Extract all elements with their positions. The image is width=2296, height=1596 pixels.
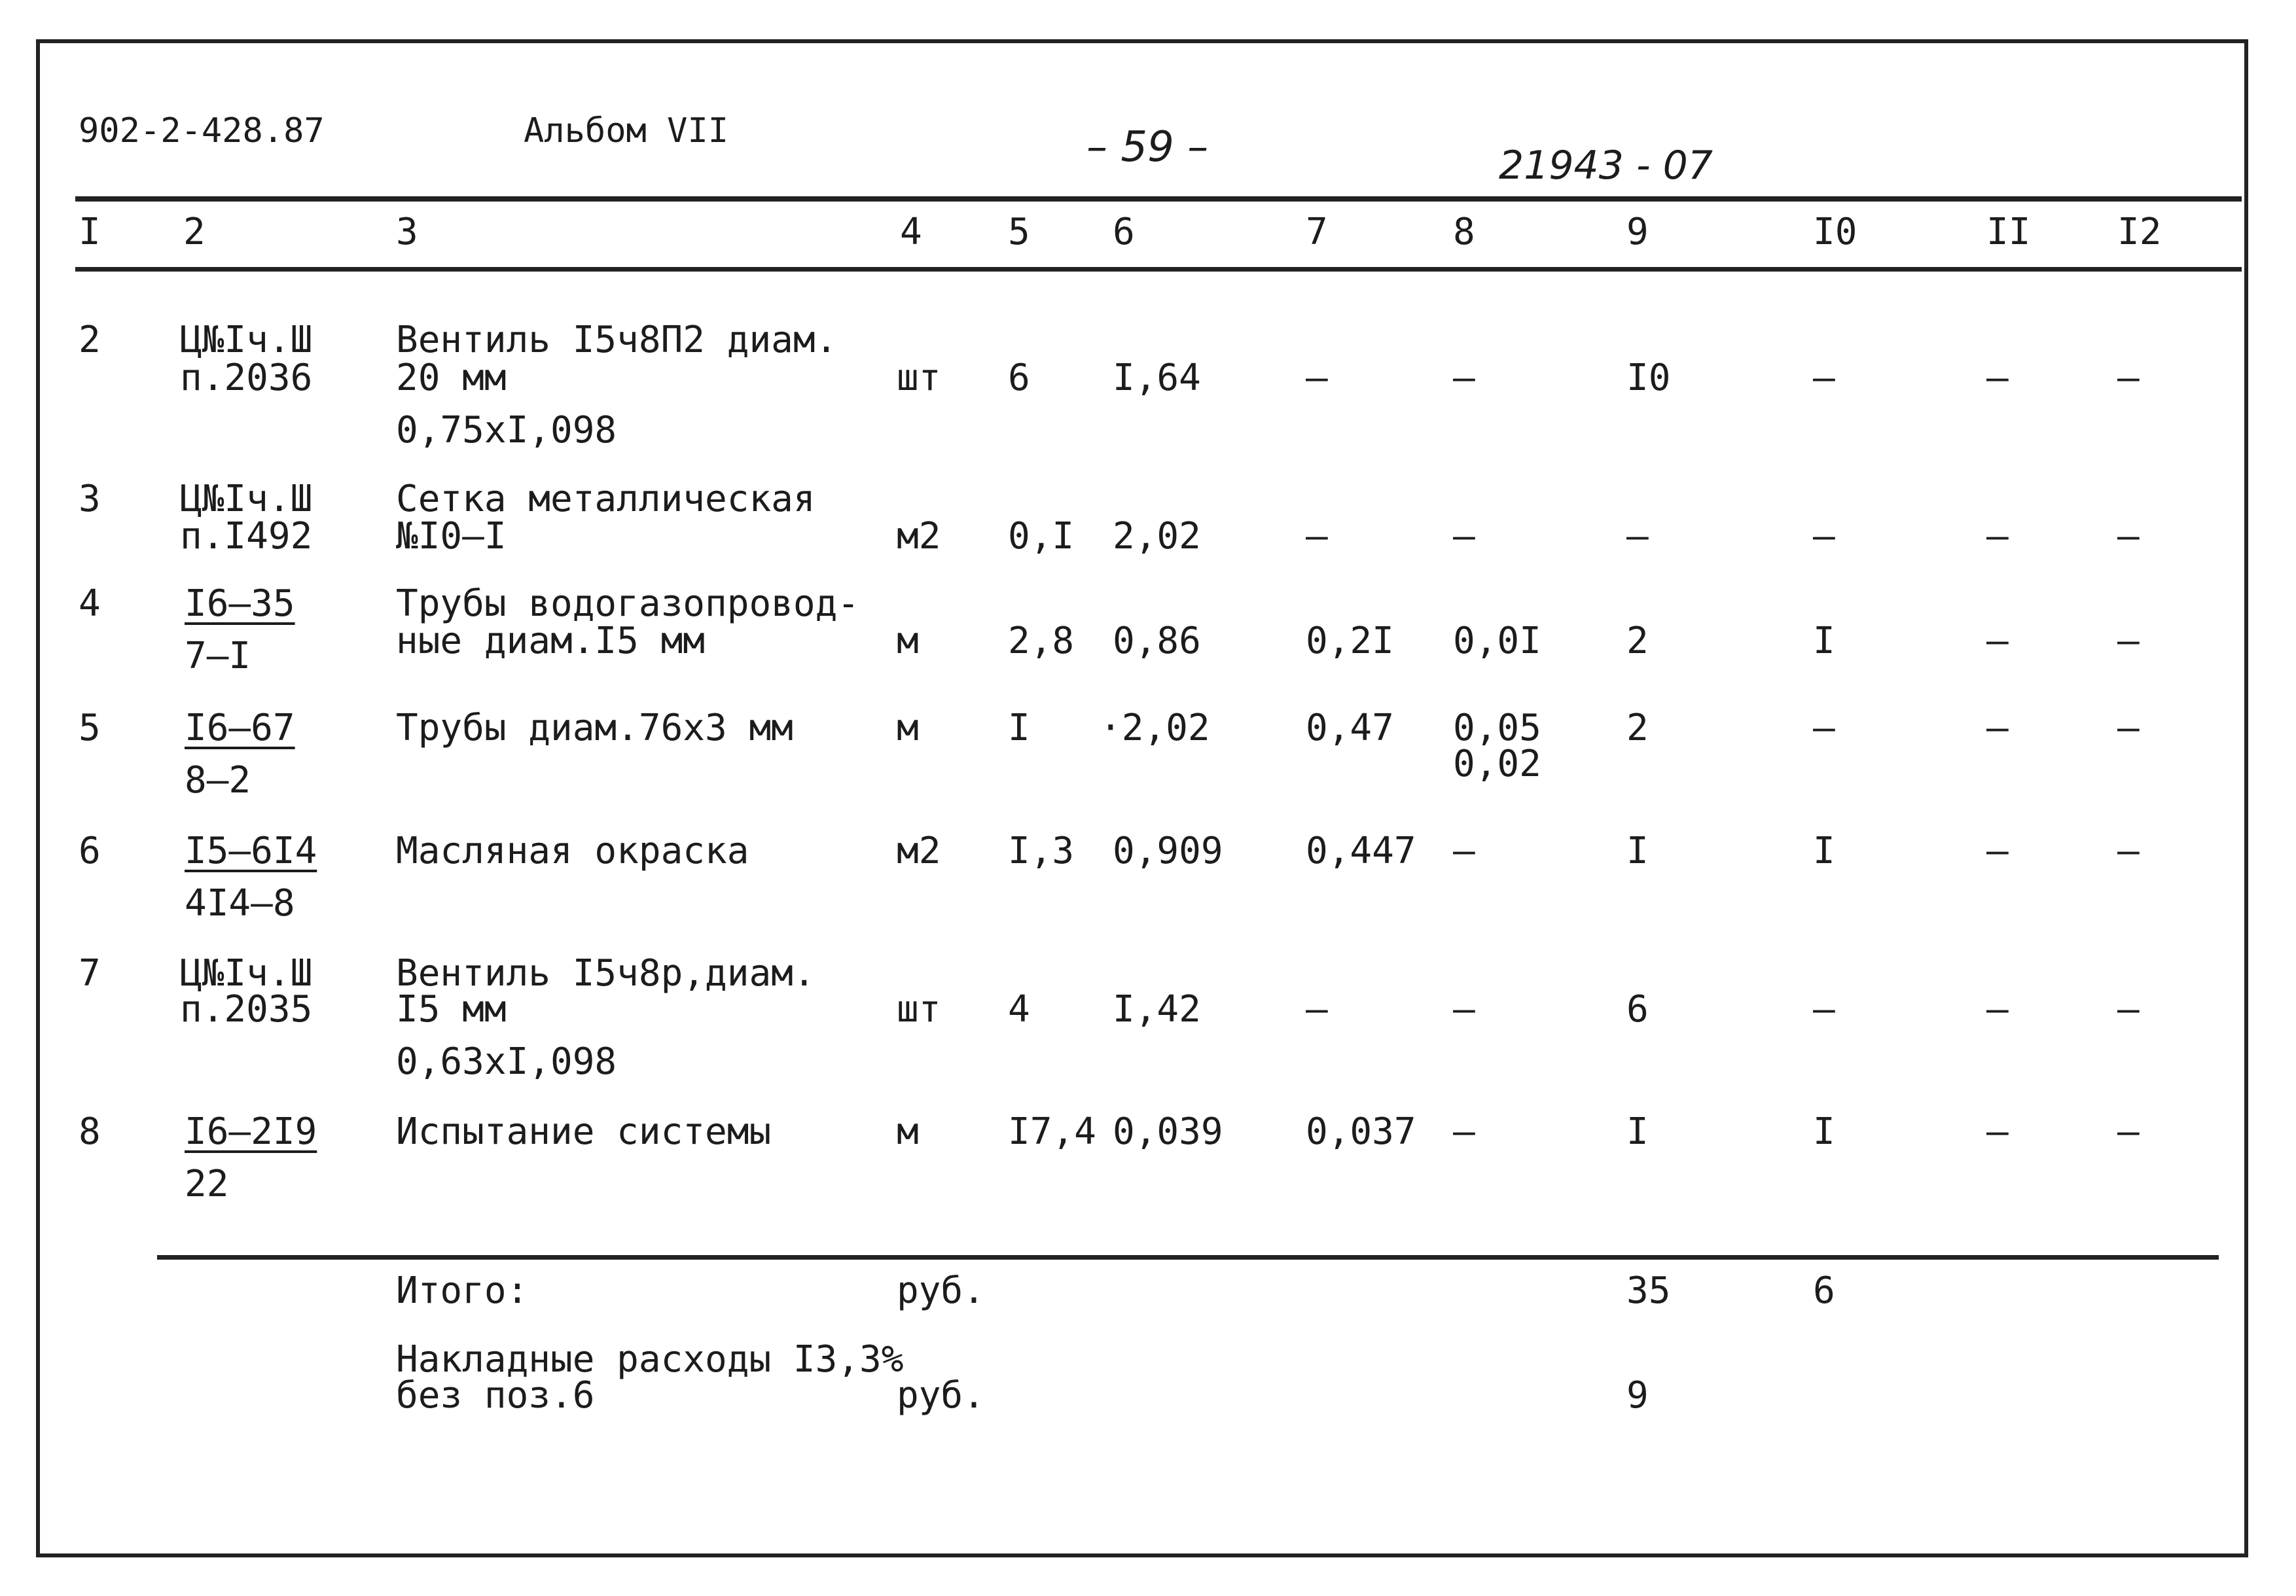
row-c6: ·2,02 [1100,707,1210,749]
row-unit: м2 [897,515,941,558]
row-unit: шт [897,357,941,399]
row-c6: 2,02 [1113,515,1201,558]
totals-c10: 6 [1813,1269,1835,1312]
row-code: Ц№Iч.Ш [180,952,313,995]
row-number: 2 [79,319,101,361]
row-c12: – [2117,515,2140,558]
row-c6: I,42 [1113,988,1201,1031]
row-c5: 2,8 [1008,620,1075,662]
row-c5: 0,I [1008,515,1075,558]
row-c7: – [1306,988,1328,1031]
overhead-c9: 9 [1626,1374,1649,1417]
row-c9: I [1626,1110,1649,1153]
row-number: 3 [79,478,101,520]
row-name: Трубы водогазопровод- [396,582,860,625]
totals-unit: руб. [897,1269,985,1312]
row-c8: 0,0I [1453,620,1541,662]
row-c10: – [1813,988,1835,1031]
row-code: I6–67 [185,707,295,749]
col-header-8: 8 [1453,211,1475,253]
row-c5: I [1008,707,1030,749]
totals-rule [157,1255,2219,1260]
row-number: 5 [79,707,101,749]
row-code-sub: п.I492 [180,515,313,558]
row-c9: 2 [1626,620,1649,662]
row-c9: I0 [1626,357,1671,399]
overhead-label: Накладные расходы I3,3% [396,1338,904,1381]
header-bottom-rule [75,267,2242,272]
row-name-2: ные диам.I5 мм [396,620,706,662]
header-top-rule [75,196,2242,202]
col-header-12: I2 [2117,211,2162,253]
row-c5: 6 [1008,357,1030,399]
col-header-9: 9 [1626,211,1649,253]
col-header-6: 6 [1113,211,1135,253]
row-c9: 2 [1626,707,1649,749]
row-unit: м [897,620,919,662]
row-c11: – [1986,830,2009,872]
row-number: 7 [79,952,101,995]
row-c8: – [1453,357,1475,399]
row-code-sub: 7–I [185,635,251,677]
doc-number: 21943 - 07 [1499,143,1713,188]
row-name-2: 20 мм [396,357,507,399]
row-c6: I,64 [1113,357,1201,399]
row-c7: – [1306,515,1328,558]
row-c8: – [1453,515,1475,558]
row-c10: I [1813,830,1835,872]
row-c11: – [1986,707,2009,749]
row-code-sub: 22 [185,1163,229,1205]
row-c12: – [2117,357,2140,399]
row-c12: – [2117,707,2140,749]
row-name-2: №I0–I [396,515,507,558]
row-unit: м [897,1110,919,1153]
row-c8: 0,05 [1453,707,1541,749]
totals-label: Итого: [396,1269,529,1312]
album-label: Альбом VII [524,111,729,151]
col-header-1: I [79,211,101,253]
row-c12: – [2117,1110,2140,1153]
row-c7: 0,037 [1306,1110,1416,1153]
row-name-2: I5 мм [396,988,507,1031]
doc-code: 902-2-428.87 [79,111,325,151]
row-c5: 4 [1008,988,1030,1031]
row-c7: 0,47 [1306,707,1394,749]
col-header-4: 4 [900,211,922,253]
row-name: Трубы диам.76х3 мм [396,707,793,749]
row-c12: – [2117,620,2140,662]
col-header-3: 3 [396,211,418,253]
row-c9: 6 [1626,988,1649,1031]
row-c9: I [1626,830,1649,872]
row-number: 6 [79,830,101,872]
row-c11: – [1986,357,2009,399]
row-unit: шт [897,988,941,1031]
row-c10: I [1813,1110,1835,1153]
col-header-11: II [1986,211,2031,253]
overhead-unit: руб. [897,1374,985,1417]
row-c12: – [2117,988,2140,1031]
row-c11: – [1986,515,2009,558]
col-header-10: I0 [1813,211,1857,253]
row-c7: 0,447 [1306,830,1416,872]
row-code-sub: 8–2 [185,759,251,802]
row-name-3: 0,75хI,098 [396,409,617,452]
row-code-sub: п.2035 [180,988,313,1031]
row-name-3: 0,63хI,098 [396,1040,617,1083]
totals-c9: 35 [1626,1269,1671,1312]
row-code: I5–6I4 [185,830,317,872]
row-code-sub: п.2036 [180,357,313,399]
row-c10: – [1813,515,1835,558]
row-name: Испытание системы [396,1110,772,1153]
row-c6: 0,039 [1113,1110,1223,1153]
col-header-2: 2 [183,211,206,253]
row-name: Масляная окраска [396,830,749,872]
row-name: Вентиль I5ч8П2 диам. [396,319,838,361]
row-c8: – [1453,988,1475,1031]
row-c12: – [2117,830,2140,872]
row-code: Ц№Iч.Ш [180,478,313,520]
row-c8: – [1453,830,1475,872]
col-header-5: 5 [1008,211,1030,253]
row-c5: I7,4 [1008,1110,1096,1153]
col-header-7: 7 [1306,211,1328,253]
row-c10: – [1813,357,1835,399]
row-number: 8 [79,1110,101,1153]
row-number: 4 [79,582,101,625]
row-c11: – [1986,1110,2009,1153]
row-code: I6–35 [185,582,295,625]
row-c6: 0,909 [1113,830,1223,872]
row-unit: м [897,707,919,749]
row-c10: – [1813,707,1835,749]
row-code-sub: 4I4–8 [185,882,295,925]
row-c8-second: 0,02 [1453,743,1541,785]
row-c11: – [1986,988,2009,1031]
row-c6: 0,86 [1113,620,1201,662]
row-c9: – [1626,515,1649,558]
row-name: Вентиль I5ч8р,диам. [396,952,816,995]
row-c11: – [1986,620,2009,662]
row-unit: м2 [897,830,941,872]
row-c10: I [1813,620,1835,662]
overhead-label-2: без поз.6 [396,1374,595,1417]
row-code: I6–2I9 [185,1110,317,1153]
page-number: – 59 – [1086,123,1209,171]
row-code: Ц№Iч.Ш [180,319,313,361]
row-c8: – [1453,1110,1475,1153]
row-c7: – [1306,357,1328,399]
row-c5: I,3 [1008,830,1075,872]
row-name: Сетка металлическая [396,478,816,520]
row-c7: 0,2I [1306,620,1394,662]
